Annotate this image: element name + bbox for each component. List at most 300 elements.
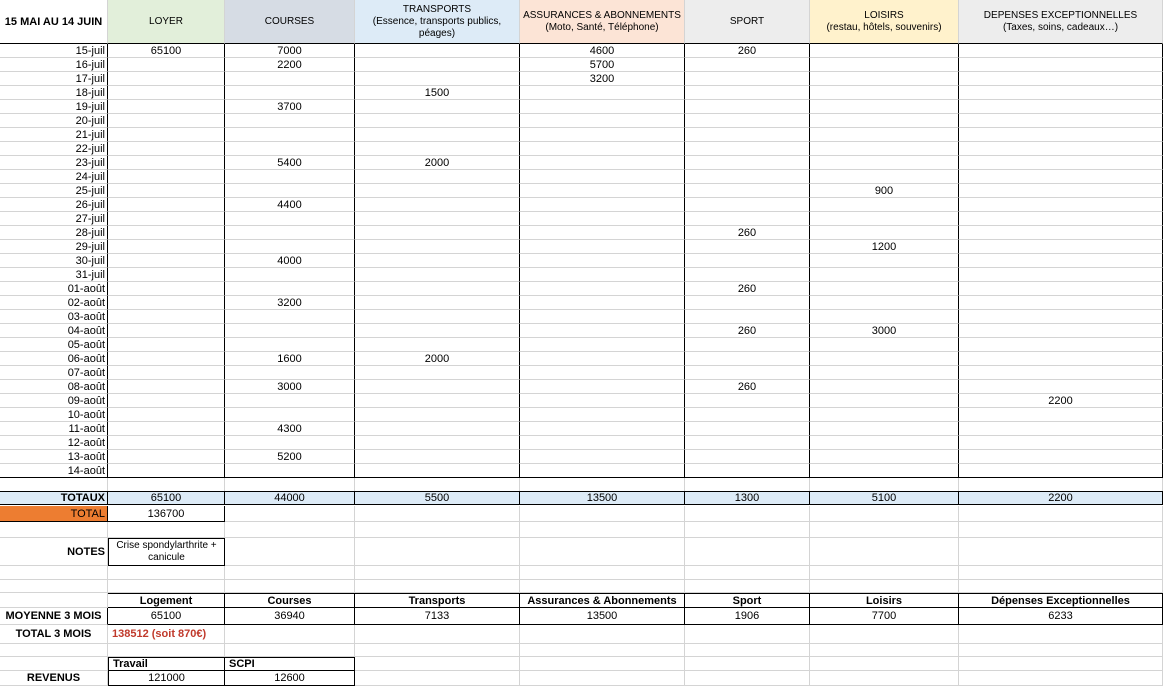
amount-cell[interactable] — [225, 366, 355, 380]
amount-cell[interactable] — [108, 366, 225, 380]
empty-cell[interactable] — [810, 506, 959, 522]
amount-cell[interactable]: 2200 — [225, 58, 355, 72]
empty-cell[interactable] — [685, 580, 810, 593]
date-cell[interactable]: 26-juil — [0, 198, 108, 212]
amount-cell[interactable] — [520, 352, 685, 366]
empty-cell[interactable] — [810, 644, 959, 657]
empty-cell[interactable] — [810, 522, 959, 538]
empty-cell[interactable] — [355, 566, 520, 580]
date-cell[interactable]: 16-juil — [0, 58, 108, 72]
amount-cell[interactable] — [225, 170, 355, 184]
amount-cell[interactable] — [108, 72, 225, 86]
amount-cell[interactable] — [355, 114, 520, 128]
empty-cell[interactable] — [0, 580, 108, 593]
amount-cell[interactable] — [810, 366, 959, 380]
amount-cell[interactable] — [355, 170, 520, 184]
amount-cell[interactable] — [810, 142, 959, 156]
amount-cell[interactable] — [108, 198, 225, 212]
amount-cell[interactable]: 4000 — [225, 254, 355, 268]
totaux-label[interactable]: TOTAUX — [0, 491, 108, 505]
amount-cell[interactable] — [685, 86, 810, 100]
amount-cell[interactable] — [355, 58, 520, 72]
amount-cell[interactable] — [959, 44, 1163, 58]
date-cell[interactable]: 15-juil — [0, 44, 108, 58]
amount-cell[interactable] — [685, 198, 810, 212]
totaux-value[interactable]: 1300 — [685, 491, 810, 505]
amount-cell[interactable] — [520, 464, 685, 478]
amount-cell[interactable] — [355, 450, 520, 464]
date-cell[interactable]: 24-juil — [0, 170, 108, 184]
amount-cell[interactable] — [959, 310, 1163, 324]
amount-cell[interactable] — [355, 408, 520, 422]
amount-cell[interactable] — [355, 436, 520, 450]
amount-cell[interactable] — [810, 394, 959, 408]
amount-cell[interactable] — [355, 184, 520, 198]
amount-cell[interactable] — [685, 72, 810, 86]
amount-cell[interactable] — [959, 100, 1163, 114]
amount-cell[interactable] — [225, 324, 355, 338]
revenus-value[interactable]: 121000 — [108, 671, 225, 686]
total-label[interactable]: TOTAL — [0, 506, 108, 522]
amount-cell[interactable] — [685, 142, 810, 156]
amount-cell[interactable] — [355, 394, 520, 408]
date-cell[interactable]: 03-août — [0, 310, 108, 324]
amount-cell[interactable]: 260 — [685, 380, 810, 394]
empty-cell[interactable] — [355, 538, 520, 566]
amount-cell[interactable] — [685, 254, 810, 268]
amount-cell[interactable] — [225, 86, 355, 100]
amount-cell[interactable] — [225, 240, 355, 254]
amount-cell[interactable] — [108, 58, 225, 72]
amount-cell[interactable] — [108, 324, 225, 338]
empty-cell[interactable] — [225, 625, 355, 644]
date-cell[interactable]: 22-juil — [0, 142, 108, 156]
amount-cell[interactable] — [355, 324, 520, 338]
amount-cell[interactable]: 900 — [810, 184, 959, 198]
amount-cell[interactable] — [108, 226, 225, 240]
amount-cell[interactable] — [520, 338, 685, 352]
amount-cell[interactable]: 1200 — [810, 240, 959, 254]
date-cell[interactable]: 05-août — [0, 338, 108, 352]
sheet-title[interactable]: 15 MAI AU 14 JUIN — [0, 0, 108, 44]
empty-cell[interactable] — [0, 566, 108, 580]
empty-cell[interactable] — [355, 657, 520, 671]
amount-cell[interactable] — [959, 338, 1163, 352]
amount-cell[interactable] — [959, 408, 1163, 422]
amount-cell[interactable] — [520, 436, 685, 450]
empty-cell[interactable] — [959, 538, 1163, 566]
amount-cell[interactable] — [355, 310, 520, 324]
totaux-value[interactable]: 5100 — [810, 491, 959, 505]
amount-cell[interactable] — [108, 184, 225, 198]
amount-cell[interactable] — [959, 282, 1163, 296]
amount-cell[interactable] — [355, 366, 520, 380]
amount-cell[interactable]: 3200 — [225, 296, 355, 310]
amount-cell[interactable] — [108, 128, 225, 142]
amount-cell[interactable] — [810, 254, 959, 268]
amount-cell[interactable] — [108, 142, 225, 156]
empty-cell[interactable] — [685, 566, 810, 580]
empty-cell[interactable] — [520, 625, 685, 644]
amount-cell[interactable] — [810, 282, 959, 296]
avg-value[interactable]: 65100 — [108, 608, 225, 625]
amount-cell[interactable] — [108, 310, 225, 324]
amount-cell[interactable] — [108, 436, 225, 450]
amount-cell[interactable] — [685, 100, 810, 114]
amount-cell[interactable]: 65100 — [108, 44, 225, 58]
avg-value[interactable]: 13500 — [520, 608, 685, 625]
amount-cell[interactable] — [355, 128, 520, 142]
amount-cell[interactable] — [225, 282, 355, 296]
amount-cell[interactable] — [959, 72, 1163, 86]
amount-cell[interactable] — [225, 338, 355, 352]
amount-cell[interactable] — [959, 296, 1163, 310]
amount-cell[interactable] — [959, 464, 1163, 478]
amount-cell[interactable]: 5700 — [520, 58, 685, 72]
amount-cell[interactable]: 260 — [685, 44, 810, 58]
empty-cell[interactable] — [108, 580, 225, 593]
amount-cell[interactable] — [355, 282, 520, 296]
amount-cell[interactable] — [959, 240, 1163, 254]
amount-cell[interactable] — [108, 422, 225, 436]
amount-cell[interactable] — [520, 324, 685, 338]
amount-cell[interactable]: 3200 — [520, 72, 685, 86]
amount-cell[interactable] — [685, 436, 810, 450]
amount-cell[interactable] — [959, 450, 1163, 464]
amount-cell[interactable] — [685, 128, 810, 142]
empty-cell[interactable] — [520, 538, 685, 566]
date-cell[interactable]: 18-juil — [0, 86, 108, 100]
amount-cell[interactable] — [225, 128, 355, 142]
amount-cell[interactable] — [810, 268, 959, 282]
amount-cell[interactable] — [685, 394, 810, 408]
empty-cell[interactable] — [959, 657, 1163, 671]
amount-cell[interactable] — [685, 184, 810, 198]
amount-cell[interactable] — [959, 422, 1163, 436]
date-cell[interactable]: 25-juil — [0, 184, 108, 198]
empty-cell[interactable] — [108, 478, 225, 492]
amount-cell[interactable] — [959, 268, 1163, 282]
empty-cell[interactable] — [520, 506, 685, 522]
empty-cell[interactable] — [355, 478, 520, 492]
revenus-header[interactable]: Travail — [108, 657, 225, 671]
amount-cell[interactable]: 4300 — [225, 422, 355, 436]
date-cell[interactable]: 19-juil — [0, 100, 108, 114]
date-cell[interactable]: 17-juil — [0, 72, 108, 86]
empty-cell[interactable] — [685, 522, 810, 538]
amount-cell[interactable] — [810, 72, 959, 86]
amount-cell[interactable] — [225, 394, 355, 408]
amount-cell[interactable] — [108, 352, 225, 366]
amount-cell[interactable]: 3000 — [810, 324, 959, 338]
amount-cell[interactable] — [225, 142, 355, 156]
empty-cell[interactable] — [0, 478, 108, 492]
amount-cell[interactable] — [520, 86, 685, 100]
date-cell[interactable]: 23-juil — [0, 156, 108, 170]
amount-cell[interactable]: 7000 — [225, 44, 355, 58]
amount-cell[interactable] — [959, 156, 1163, 170]
date-cell[interactable]: 12-août — [0, 436, 108, 450]
amount-cell[interactable] — [108, 86, 225, 100]
amount-cell[interactable] — [520, 226, 685, 240]
amount-cell[interactable] — [108, 100, 225, 114]
amount-cell[interactable]: 260 — [685, 324, 810, 338]
empty-cell[interactable] — [520, 566, 685, 580]
empty-cell[interactable] — [0, 522, 108, 538]
amount-cell[interactable] — [685, 338, 810, 352]
amount-cell[interactable] — [108, 282, 225, 296]
amount-cell[interactable] — [810, 338, 959, 352]
date-cell[interactable]: 02-août — [0, 296, 108, 310]
amount-cell[interactable] — [108, 338, 225, 352]
amount-cell[interactable] — [355, 142, 520, 156]
column-header[interactable] — [355, 0, 520, 44]
totaux-value[interactable]: 5500 — [355, 491, 520, 505]
amount-cell[interactable]: 2200 — [959, 394, 1163, 408]
empty-cell[interactable] — [810, 580, 959, 593]
empty-cell[interactable] — [225, 522, 355, 538]
date-cell[interactable]: 01-août — [0, 282, 108, 296]
amount-cell[interactable] — [810, 436, 959, 450]
amount-cell[interactable] — [108, 254, 225, 268]
amount-cell[interactable] — [520, 366, 685, 380]
amount-cell[interactable]: 3000 — [225, 380, 355, 394]
amount-cell[interactable] — [520, 240, 685, 254]
amount-cell[interactable] — [685, 58, 810, 72]
amount-cell[interactable] — [959, 212, 1163, 226]
empty-cell[interactable] — [959, 506, 1163, 522]
empty-cell[interactable] — [355, 580, 520, 593]
amount-cell[interactable] — [520, 212, 685, 226]
amount-cell[interactable] — [685, 352, 810, 366]
amount-cell[interactable] — [108, 408, 225, 422]
summary-header[interactable]: Transports — [355, 593, 520, 608]
empty-cell[interactable] — [0, 644, 108, 657]
column-header[interactable] — [810, 0, 959, 44]
amount-cell[interactable] — [355, 380, 520, 394]
date-cell[interactable]: 06-août — [0, 352, 108, 366]
amount-cell[interactable] — [520, 184, 685, 198]
empty-cell[interactable] — [959, 566, 1163, 580]
totaux-value[interactable]: 65100 — [108, 491, 225, 505]
amount-cell[interactable] — [355, 72, 520, 86]
amount-cell[interactable] — [520, 450, 685, 464]
amount-cell[interactable] — [685, 114, 810, 128]
empty-cell[interactable] — [685, 478, 810, 492]
amount-cell[interactable] — [225, 408, 355, 422]
revenus-label[interactable]: REVENUS — [0, 671, 108, 686]
amount-cell[interactable] — [520, 254, 685, 268]
amount-cell[interactable] — [225, 226, 355, 240]
empty-cell[interactable] — [355, 671, 520, 686]
avg-value[interactable]: 6233 — [959, 608, 1163, 625]
amount-cell[interactable] — [685, 170, 810, 184]
empty-cell[interactable] — [225, 644, 355, 657]
amount-cell[interactable] — [520, 310, 685, 324]
amount-cell[interactable] — [355, 198, 520, 212]
empty-cell[interactable] — [685, 644, 810, 657]
amount-cell[interactable] — [959, 324, 1163, 338]
amount-cell[interactable] — [810, 100, 959, 114]
empty-cell[interactable] — [355, 644, 520, 657]
total-value[interactable]: 136700 — [108, 506, 225, 522]
empty-cell[interactable] — [108, 566, 225, 580]
amount-cell[interactable] — [108, 450, 225, 464]
summary-header[interactable]: Logement — [108, 593, 225, 608]
amount-cell[interactable] — [108, 240, 225, 254]
date-cell[interactable]: 29-juil — [0, 240, 108, 254]
amount-cell[interactable] — [810, 408, 959, 422]
empty-cell[interactable] — [959, 625, 1163, 644]
amount-cell[interactable] — [959, 226, 1163, 240]
avg-label[interactable]: MOYENNE 3 MOIS — [0, 608, 108, 625]
amount-cell[interactable] — [810, 86, 959, 100]
empty-cell[interactable] — [685, 657, 810, 671]
summary-header[interactable]: Loisirs — [810, 593, 959, 608]
empty-cell[interactable] — [810, 671, 959, 686]
column-header[interactable] — [520, 0, 685, 44]
empty-cell[interactable] — [685, 671, 810, 686]
amount-cell[interactable] — [959, 114, 1163, 128]
amount-cell[interactable] — [685, 450, 810, 464]
amount-cell[interactable] — [355, 226, 520, 240]
amount-cell[interactable] — [685, 240, 810, 254]
empty-cell[interactable] — [810, 478, 959, 492]
date-cell[interactable]: 09-août — [0, 394, 108, 408]
date-cell[interactable]: 07-août — [0, 366, 108, 380]
amount-cell[interactable] — [520, 142, 685, 156]
amount-cell[interactable] — [225, 212, 355, 226]
amount-cell[interactable] — [355, 100, 520, 114]
date-cell[interactable]: 04-août — [0, 324, 108, 338]
amount-cell[interactable] — [810, 58, 959, 72]
amount-cell[interactable] — [520, 422, 685, 436]
amount-cell[interactable] — [520, 380, 685, 394]
amount-cell[interactable] — [685, 464, 810, 478]
amount-cell[interactable] — [810, 352, 959, 366]
amount-cell[interactable] — [685, 366, 810, 380]
amount-cell[interactable] — [355, 44, 520, 58]
summary-header[interactable]: Sport — [685, 593, 810, 608]
amount-cell[interactable] — [108, 212, 225, 226]
empty-cell[interactable] — [355, 625, 520, 644]
amount-cell[interactable] — [520, 282, 685, 296]
empty-cell[interactable] — [225, 538, 355, 566]
amount-cell[interactable] — [810, 296, 959, 310]
empty-cell[interactable] — [520, 478, 685, 492]
amount-cell[interactable] — [520, 394, 685, 408]
notes-label[interactable]: NOTES — [0, 538, 108, 566]
column-header[interactable] — [225, 0, 355, 44]
date-cell[interactable]: 11-août — [0, 422, 108, 436]
amount-cell[interactable] — [810, 422, 959, 436]
amount-cell[interactable] — [959, 170, 1163, 184]
empty-cell[interactable] — [520, 522, 685, 538]
empty-cell[interactable] — [810, 566, 959, 580]
empty-cell[interactable] — [225, 478, 355, 492]
amount-cell[interactable] — [959, 254, 1163, 268]
empty-cell[interactable] — [225, 566, 355, 580]
amount-cell[interactable] — [225, 268, 355, 282]
amount-cell[interactable] — [810, 44, 959, 58]
amount-cell[interactable]: 260 — [685, 226, 810, 240]
empty-cell[interactable] — [959, 478, 1163, 492]
amount-cell[interactable] — [810, 464, 959, 478]
amount-cell[interactable] — [810, 380, 959, 394]
amount-cell[interactable] — [959, 184, 1163, 198]
amount-cell[interactable] — [959, 58, 1163, 72]
avg-value[interactable]: 7133 — [355, 608, 520, 625]
amount-cell[interactable]: 2000 — [355, 352, 520, 366]
date-cell[interactable]: 31-juil — [0, 268, 108, 282]
date-cell[interactable]: 30-juil — [0, 254, 108, 268]
summary-header[interactable]: Courses — [225, 593, 355, 608]
amount-cell[interactable] — [520, 198, 685, 212]
amount-cell[interactable] — [959, 436, 1163, 450]
amount-cell[interactable] — [355, 296, 520, 310]
amount-cell[interactable]: 4400 — [225, 198, 355, 212]
empty-cell[interactable] — [959, 522, 1163, 538]
amount-cell[interactable] — [225, 114, 355, 128]
amount-cell[interactable] — [810, 226, 959, 240]
date-cell[interactable]: 28-juil — [0, 226, 108, 240]
amount-cell[interactable] — [355, 240, 520, 254]
amount-cell[interactable] — [685, 268, 810, 282]
summary-header[interactable]: Dépenses Exceptionnelles — [959, 593, 1163, 608]
amount-cell[interactable] — [959, 366, 1163, 380]
date-cell[interactable]: 10-août — [0, 408, 108, 422]
amount-cell[interactable] — [685, 212, 810, 226]
amount-cell[interactable] — [520, 128, 685, 142]
amount-cell[interactable] — [108, 114, 225, 128]
amount-cell[interactable] — [959, 198, 1163, 212]
amount-cell[interactable] — [520, 268, 685, 282]
totaux-value[interactable]: 2200 — [959, 491, 1163, 505]
amount-cell[interactable] — [685, 310, 810, 324]
empty-cell[interactable] — [0, 593, 108, 608]
empty-cell[interactable] — [959, 644, 1163, 657]
empty-cell[interactable] — [355, 506, 520, 522]
amount-cell[interactable] — [108, 170, 225, 184]
amount-cell[interactable] — [108, 380, 225, 394]
empty-cell[interactable] — [520, 671, 685, 686]
empty-cell[interactable] — [685, 538, 810, 566]
column-header[interactable] — [685, 0, 810, 44]
empty-cell[interactable] — [108, 522, 225, 538]
amount-cell[interactable] — [355, 422, 520, 436]
avg-value[interactable]: 1906 — [685, 608, 810, 625]
empty-cell[interactable] — [520, 644, 685, 657]
amount-cell[interactable] — [685, 296, 810, 310]
empty-cell[interactable] — [520, 657, 685, 671]
amount-cell[interactable] — [810, 450, 959, 464]
amount-cell[interactable] — [810, 128, 959, 142]
amount-cell[interactable]: 2000 — [355, 156, 520, 170]
amount-cell[interactable] — [225, 464, 355, 478]
amount-cell[interactable] — [810, 170, 959, 184]
date-cell[interactable]: 13-août — [0, 450, 108, 464]
amount-cell[interactable] — [685, 422, 810, 436]
amount-cell[interactable] — [108, 394, 225, 408]
total3-value[interactable]: 138512 (soit 870€) — [108, 625, 225, 644]
amount-cell[interactable] — [810, 212, 959, 226]
date-cell[interactable]: 20-juil — [0, 114, 108, 128]
amount-cell[interactable] — [959, 142, 1163, 156]
amount-cell[interactable] — [810, 114, 959, 128]
empty-cell[interactable] — [225, 580, 355, 593]
amount-cell[interactable] — [685, 156, 810, 170]
amount-cell[interactable] — [108, 296, 225, 310]
